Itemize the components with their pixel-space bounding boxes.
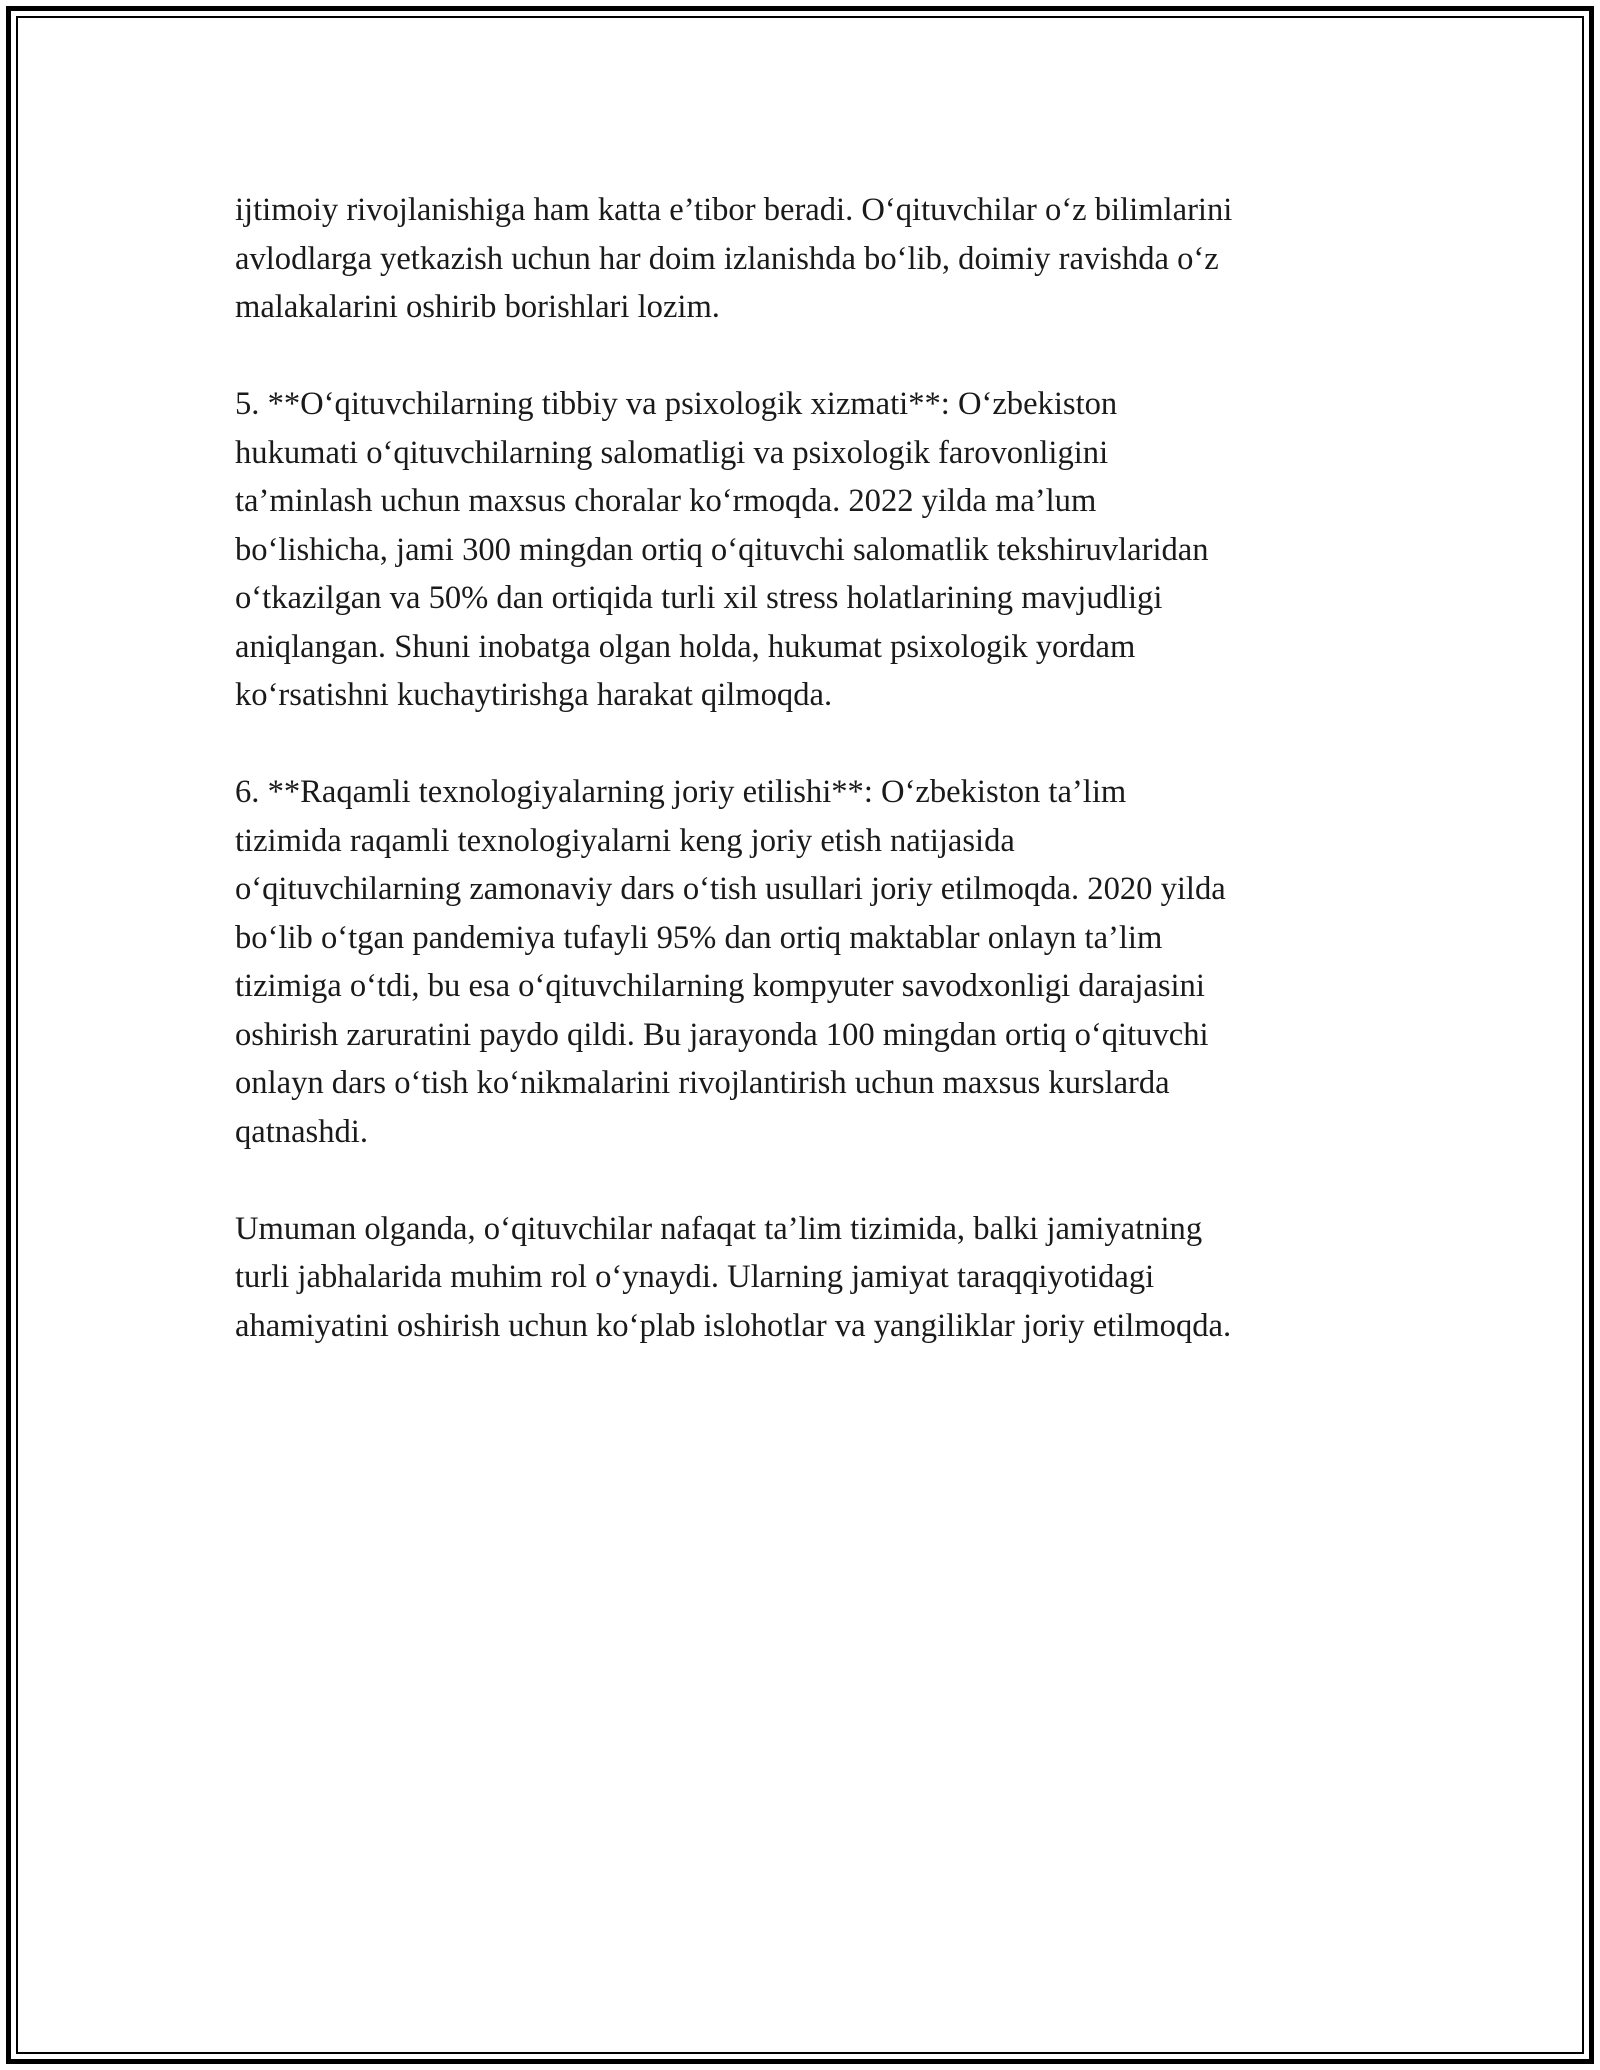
text-line: tizimiga o‘tdi, bu esa o‘qituvchilarning kompyuter savodxonligi darajasini (235, 968, 1205, 1004)
text-line: oshirish zaruratini paydo qildi. Bu jarayonda 100 mingdan ortiq o‘qituvchi (235, 1016, 1209, 1053)
paragraph-item-6 (235, 768, 1365, 1156)
text-line: o‘tkazilgan va 50% dan ortiqida turli xil stress holatlarining mavjudligi (235, 580, 1163, 616)
text-line: ko‘rsatishni kuchaytirishga harakat qilmoqda. (235, 677, 833, 713)
text-line: onlayn dars o‘tish ko‘nikmalarini rivojlantirish uchun maxsus kurslarda (235, 1065, 1170, 1101)
text-line: ta’minlash uchun maxsus choralar ko‘rmoqda. 2022 yilda ma’lum (235, 483, 1097, 519)
text-line: 6. **Raqamli texnologiyalarning joriy etilishi**: O‘zbekiston ta’lim (235, 774, 1127, 810)
text-line: ahamiyatini oshirish uchun ko‘plab islohotlar va yangiliklar joriy etilmoqda. (235, 1307, 1232, 1344)
text-line: hukumati o‘qituvchilarning salomatligi va psixologik farovonligini (235, 434, 1109, 471)
text-line: bo‘lib o‘tgan pandemiya tufayli 95% dan ortiq maktablar onlayn ta’lim (235, 919, 1163, 956)
paragraph-conclusion (235, 1205, 1365, 1351)
text-line: qatnashdi. (235, 1113, 369, 1150)
paragraph-item-5 (235, 380, 1365, 720)
text-line: ijtimoiy rivojlanishiga ham katta e’tibor beradi. O‘qituvchilar o‘z bilimlarini (235, 192, 1233, 228)
text-line: aniqlangan. Shuni inobatga olgan holda, hukumat psixologik yordam (235, 628, 1136, 665)
text-line: turli jabhalarida muhim rol o‘ynaydi. Ularning jamiyat taraqqiyotidagi (235, 1259, 1155, 1295)
text-line: malakalarini oshirib borishlari lozim. (235, 289, 720, 325)
text-line: 5. **O‘qituvchilarning tibbiy va psixologik xizmati**: O‘zbekiston (235, 386, 1118, 422)
text-line: bo‘lishicha, jami 300 mingdan ortiq o‘qituvchi salomatlik tekshiruvlaridan (235, 531, 1209, 568)
text-line: avlodlarga yetkazish uchun har doim izlanishda bo‘lib, doimiy ravishda o‘z (235, 240, 1219, 277)
document-body (235, 186, 1365, 1399)
text-line: tizimida raqamli texnologiyalarni keng joriy etish natijasida (235, 822, 1015, 859)
text-line: Umuman olganda, o‘qituvchilar nafaqat ta’lim tizimida, balki jamiyatning (235, 1210, 1203, 1247)
paragraph-intro-continuation (235, 186, 1365, 332)
text-line: o‘qituvchilarning zamonaviy dars o‘tish usullari joriy etilmoqda. 2020 yilda (235, 871, 1226, 907)
